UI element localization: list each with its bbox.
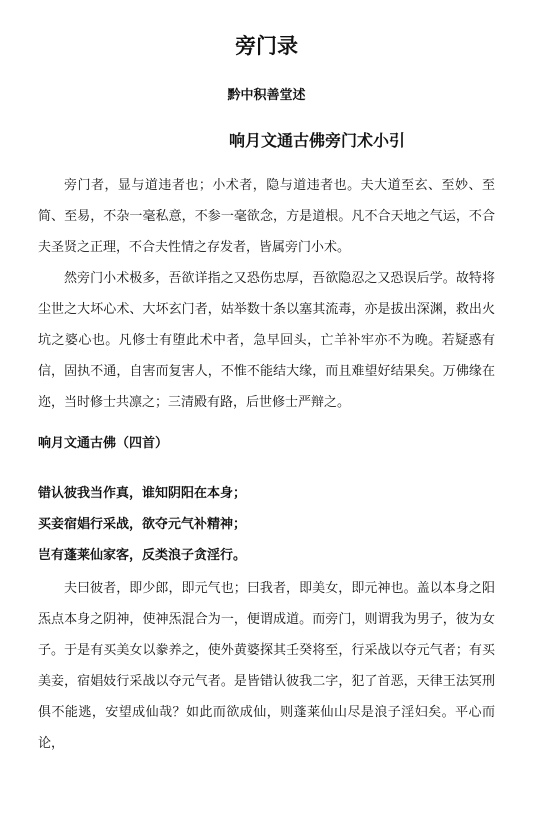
poem-block: [38, 478, 495, 571]
section-heading: 响月文通古佛（四首）: [38, 436, 169, 451]
intro-paragraph-1: 旁门者，显与道违者也；小术者，隐与道违者也。夫大道至玄、至妙、至简、至易，不杂一毫私意，不参一毫欲念，方是道根。凡不合天地之气运，不合夫圣贤之正理，不合夫性情之存发者，皆属旁门小术。: [38, 178, 495, 255]
poem-line-2: 买妾宿娼行采战，欲夺元气补精神；: [38, 517, 247, 532]
document-author: 黔中积善堂述: [227, 88, 306, 103]
commentary-paragraph: 夫曰彼者，即少郎，即元气也；曰我者，即美女，即元神也。盖以本身之阳炁点本身之阴神，使神炁混合为一，便谓成道。而旁门，则谓我为男子，彼为女子。于是有买美女以豢养之，使外黄婆探其壬癸将至，行采战以夺元气者；有买美妾，宿娼妓行采战以夺元气者。是皆错认彼我二字，犯了首恶，天律王法冥刑俱不能逃，安望成仙哉？如此而欲成仙，则蓬莱仙山尽是浪子淫妇矣。平心而论，: [38, 581, 495, 751]
poem-line-1: 错认彼我当作真，谁知阴阳在本身；: [38, 486, 247, 501]
document-subtitle: 响月文通古佛旁门术小引: [228, 131, 405, 150]
intro-paragraph-2: 然旁门小术极多，吾欲详指之又恐伤忠厚，吾欲隐忍之又恐误后学。故特将尘世之大坏心术、大坏玄门者，姑举数十条以塞其流毒，亦是拔出深渊，救出火坑之婆心也。凡修士有堕此术中者，急早回头，亡羊补牢亦不为晚。若疑惑有信，固执不通，自害而复害人，不惟不能结大缘，而且难望好结果矣。万佛缘在迩，当时修士共凛之；三清殿有路，后世修士严辩之。: [38, 271, 495, 410]
document-title: 旁门录: [235, 34, 298, 58]
poem-line-3: 岂有蓬莱仙家客，反类浪子贪淫行。: [38, 548, 247, 563]
